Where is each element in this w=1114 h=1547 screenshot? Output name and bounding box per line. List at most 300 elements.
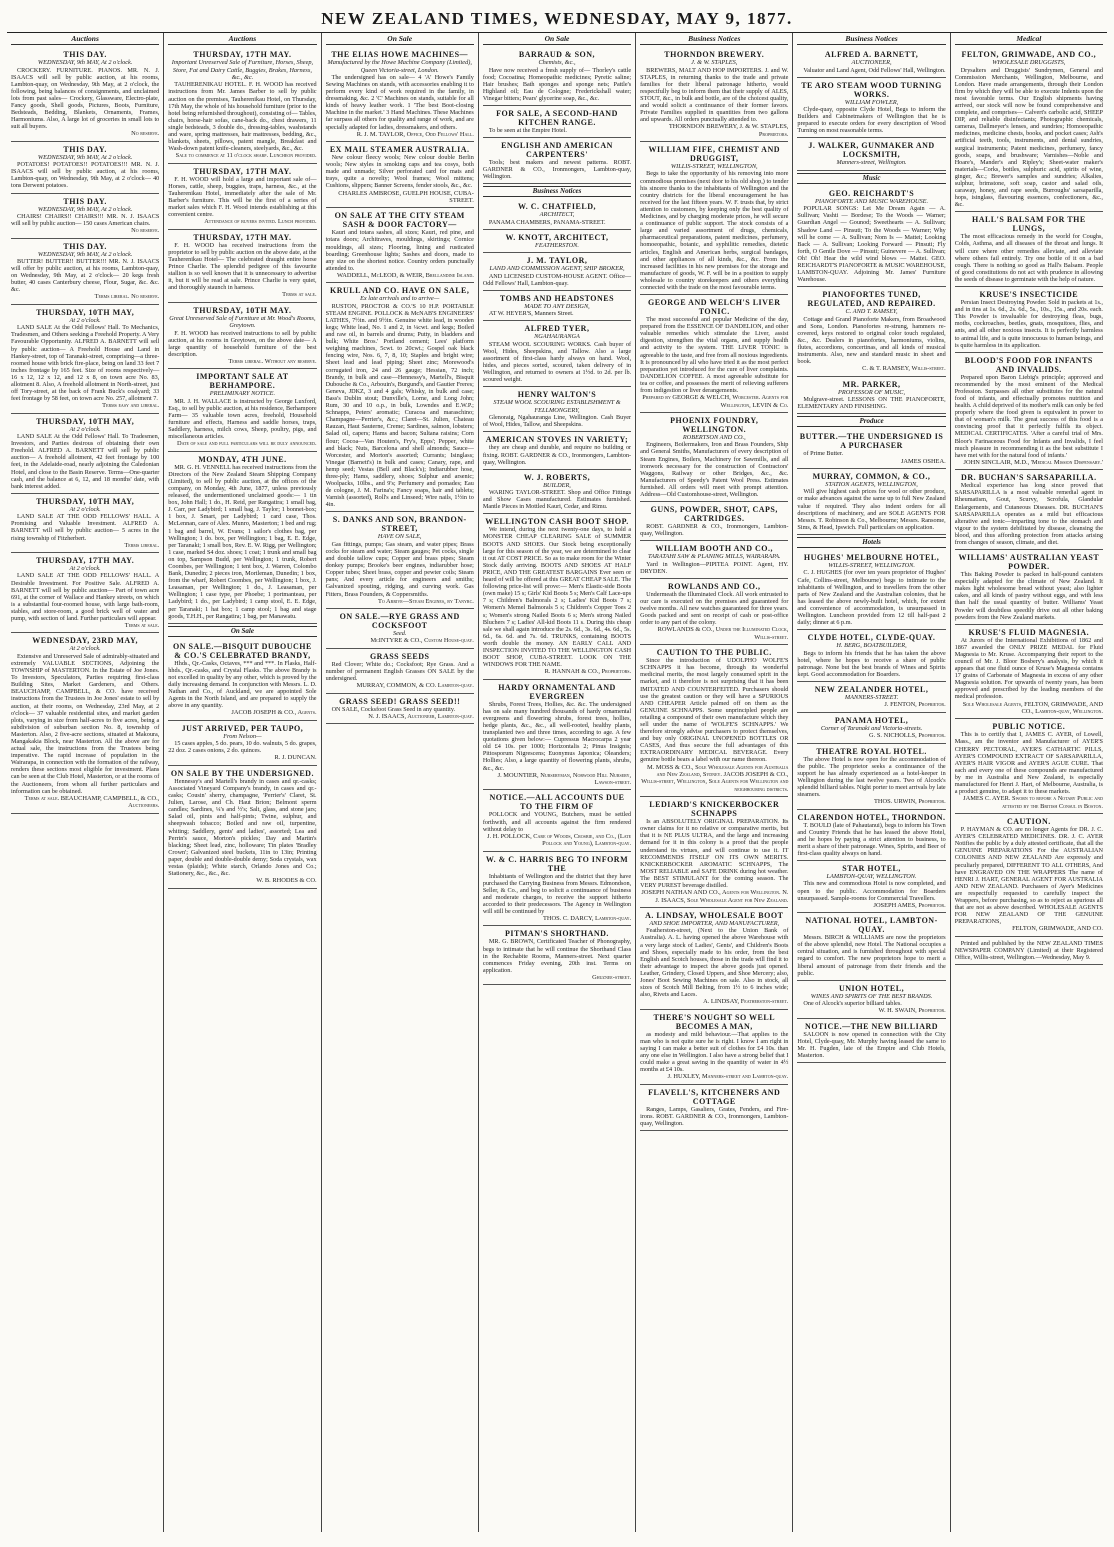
ad-title: ON SALE BY THE UNDERSIGNED. [170, 768, 314, 778]
column-4 [479, 33, 636, 1532]
advertisement [326, 694, 474, 725]
ad-body: P. HAYMAN & CO. are no longer Agents for DR. J. C. AYER'S CELEBRATED MEDICINES. DR. J. C. AYER Notifies the public by a duly attested certificate, that all the GENUINE PREPARATIONS For the AUSTRALIAN COLONIES AND NEW ZEALAND Are expressly and peculiarly prepared, DIFFERENT TO ALL OTHERS, And have ENGRAVED ON THE WRAPPERS The name of HENRI J. HART, GENERAL AGENT FOR AUSTRALIA AND NEW ZEALAND. Purchasers of Ayer's Medicines are respectfully requested to carefully inspect the Wrappers, before purchasing, so as to reject as spurious all that are not as above described. WHOLESALE AGENTS FOR NEW ZEALAND OF THE GENUINE PREPARATIONS, [954, 826, 1103, 926]
advertisement [326, 283, 474, 512]
ad-title: CLARENDON HOTEL, THORNDON. [797, 812, 946, 822]
advertisement [797, 78, 945, 139]
ad-subtitle: Seed. [392, 630, 407, 637]
advertisement [640, 502, 788, 541]
ad-signature: J. HUXLEY, Manners-street and Lambton-quay. [667, 1073, 789, 1081]
ad-title: THURSDAY, 17TH MAY. [36, 556, 135, 565]
ad-body: LAND SALE At the Odd Fellows' Hall. To Mechanics, Tradesmen, and Others seeking a Freehold Property. A Very Favourable Opportunity. ALFRED A. BARNETT will sell by public auction— A Freehold House and Land in Hankey-street, top of Taranaki-street, comprising—a three-roomed house with brick fire-place, being on land 33 feet 7 inches frontage by 165 feet. Size of rooms respectively—16 x 12, 12 x 12, and 12 x 8, on town acre No. 83, allotment 8. Also, A freehold allotment in North-street, just off Tory-street, at the back of Frank Buck's coalyard; 33 feet frontage by 58 feet, on town acre No. 257, allotment 7. [11, 324, 160, 403]
section-heading: Business Notices [483, 186, 631, 197]
ad-title: THEATRE ROYAL HOTEL. [816, 746, 927, 756]
ad-signature: THOS. URWIN, Proprietor. [874, 798, 946, 806]
ad-title: CAUTION. [1006, 817, 1051, 827]
ad-body: This Baking Powder is packed in half-pound canisters especially adapted for the climate of New Zealand. It makes light wholesome bread without yeast; also lighter cakes, and all kinds of pastry without eggs, and with less than half the usual quantity of butter. Williams' Yeast Powder will doubtless speedily drive out all other baking powders from the New Zealand markets. [954, 571, 1103, 621]
advertisement [640, 645, 788, 797]
ad-body: The undersigned has on sale— 4 'A' Howe's Family Sewing Machines on stands, with accessories enabling it to perform every kind of work required in the family, in dressmaking, &c. 2 'C' Machines on stands, suitable for all kinds of heavy leather work. 1 'The best Boot-closing Machine in the market.' 3 Hand Machines. These Machines far surpass all others for quality and range of work, and are specially adapted for ladies, dressmakers, and others. [325, 73, 474, 131]
advertisement [797, 682, 945, 713]
ad-signature: JOSEPH AMES, Proprietor. [873, 901, 946, 909]
ad-title: HUGHES' MELBOURNE HOTEL, [803, 553, 940, 563]
ad-title: GRASS SEEDS [369, 651, 430, 661]
ad-body: Prepared upon Baron Liebig's principle; approved and recommended by the most eminent of the Medical Profession. Surpasses all other substitutes for the natural food of infants, and effectually promotes nutrition and health. A child deprived of its mother's milk can only be fed properly where the food given is equivalent in power to that of woman's milk. The great success of this food is a convincing proof that it perfectly fulfils its object. MEDICAL CERTIFICATES. 'After a careful trial of Mrs. Bloor's Farinaceous Food for Infants and Invalids, I feel much pleasure in recommending it as the best substitute I have met with for the natural food of infants.' [954, 373, 1103, 459]
advertisement [955, 937, 1103, 965]
ad-title: HALL'S BALSAM FOR THE LUNGS, [971, 215, 1086, 234]
ad-title: ON SALE AT THE CITY STEAM SASH & DOOR FACTORY— [334, 211, 465, 230]
advertisement [483, 432, 631, 469]
ad-signature: ROWLANDS & CO., Under the Illuminated Clock, Willis-street. [657, 626, 789, 641]
ad-body: F. H. WOOD has received instructions from the proprietor to sell by public auction on the above date, at the Tauherenikau Hotel— The celebrated draught entire horse Prince Charlie. The splendid pedigree of this favourite stallion is so well known that it is unnecessary to advertise it, but it will be read at sale. Prince Charlie is very quiet, and thoroughly staunch in harness. [168, 241, 317, 292]
ad-body: ON SALE, Cocksfoot Grass Seed in any quantity. [331, 705, 456, 713]
ad-body: Mulgrave-street. LESSONS ON THE PIANOFORTE, ELEMENTARY AND FINISHING. [797, 396, 946, 411]
ad-body: Hennessy's and Martell's brandy in cases and qr.-casks; Associated Vineyard Company's brandy, in cases and qr.-casks; Cousin' sherry, champagne, 'Perrier's' Claret, St. Julien, Larose, and Ch. Haut Brion; Belmont sperm candles; Sardines, ¼'s and ½'s; Salt, glass, and stone jars; Salad oil, pints and half-pints; Twine, sulphur, and sheepwash tobacco; Boiled and raw oil, turpentine, whiting; Saddlery, gents' and ladies', assorted; Lea and Perrin's sauce, Morton's pickles; Day and Martin's blacking; Sheet lead, zinc, holloware; Tin plates 'Bradley Crown'; Galvanized steel buckets, 11in to 13in; Printing paper, double and double-double demy; Soda crystals, wax vestas (plaids); White starch, Orlando Jones and Co.; Stationery, &c., &c., &c. [168, 777, 317, 878]
ad-body: POPULAR SONGS: Let Me Dream Again — A. Sullivan; Vashti — Bordese; To the Woods — Warner; Guardian Angel — Gounod; Sweethearts — A. Sullivan; Shadow Land — Pinsuti; To the Woods — Warner; Why will he come — A. Sullivan; Nom Is — Mattei; Looking Back — A. Sullivan; Looking Forward — Pinsuti; Fly forth, O Gentle Dove — Pinsuti; Guinevere — A. Sullivan; Oh! Oh! Hear the wild wind blows — Mattei. GEO. REICHARDT'S PIANOFORTE & MUSIC WAREHOUSE, LAMBTON-QUAY. Adjoining Mr. James' Furniture Warehouse. [797, 205, 946, 284]
ad-body: Ranges, Lamps, Gasaliers, Grates, Fenders, and Fire-irons. ROBT. GARDNER & CO., Ironmongers, Lambton-quay, Wellington. [640, 1105, 789, 1127]
advertisement [483, 199, 631, 230]
section-heading: Hotels [797, 537, 945, 548]
ad-signature: Sale to commence at 11 o'clock sharp. Luncheon provided. [175, 152, 317, 160]
ad-title: BUTTER.—THE UNDERSIGNED IS A PURCHASER [799, 432, 944, 451]
ad-title: W. & C. HARRIS BEG TO INFORM THE [485, 854, 629, 873]
ad-title: THURSDAY, 10TH MAY, [36, 496, 135, 506]
ad-title: W. C. CHATFIELD, [517, 202, 596, 212]
ad-body: LAND SALE AT THE ODD FELLOWS' HALL. A Desirable Investment. For Positive Sale. ALFRED A. BARNETT will sell by public auction— Part of town acre 691, at the corner of Wallace and Hankey streets, on which is a substantial four-roomed house, with large bath-room, stables, and store-room, a good brick well of water and pump, with section of land. Further particulars will appear. [11, 572, 160, 622]
ad-body: MR. G. BROWN, Certificated Teacher of Phonography, begs to intimate that he will continue the Shorthand Class in the Rechabite Rooms, Manners-street. Next quarter commences Friday evening, 20th inst. Terms on application. [482, 938, 632, 974]
ad-title: CAUTION TO THE PUBLIC. [656, 648, 772, 658]
ad-signature: Sole Wholesale Agents, FELTON, GRIMWADE, AND CO., Lambton-quay, Wellington. [962, 700, 1103, 715]
ad-signature: Prepared by GEORGE & WELCH, Worcester. Agents for Wellington, LEVIN & Co. [642, 394, 789, 409]
ad-title: PUBLIC NOTICE. [992, 722, 1066, 732]
ad-subtitle: PIANOFORTE AND MUSIC WAREHOUSE. [814, 197, 929, 205]
ad-title: GEO. REICHARDT'S [828, 188, 915, 198]
ad-subtitle: From Nelson— [223, 732, 262, 740]
advertisement [797, 287, 945, 376]
ad-subtitle: HAVE ON SALE, [377, 533, 422, 541]
ad-subtitle: PRELIMINARY NOTICE. [209, 390, 276, 398]
ad-title: ALFRED TYER, [524, 324, 590, 334]
advertisement [797, 186, 945, 287]
ad-body: LAND SALE AT THE ODD FELLOWS' HALL. A Promising and Valuable Investment. ALFRED A. BARNETT will sell by public auction— 5 acres in the rising township of Fitzherbert. [11, 513, 160, 542]
advertisement [326, 208, 474, 283]
advertisement [640, 541, 788, 579]
ad-signature: MURRAY, COMMON, & CO. Lambton-quay. [356, 682, 474, 690]
ad-title: GEORGE AND WELCH'S LIVER TONIC. [647, 298, 781, 317]
advertisement [797, 47, 945, 78]
column-6 [793, 33, 950, 1532]
ad-signature: A. LINDSAY, Featherston-street. [703, 998, 789, 1006]
ad-body: AND LICENSED CUSTOM-HOUSE AGENT. Office—Odd Fellows' Hall, Lambton-quay. [482, 272, 632, 287]
ad-subtitle: NGAHAURANGA [534, 333, 580, 341]
ad-title: AMERICAN STOVES IN VARIETY; [485, 435, 629, 445]
advertisement [483, 852, 631, 927]
ad-title: NOTICE.—ALL ACCOUNTS DUE TO THE FIRM OF [489, 793, 625, 812]
ad-signature: WADDELL, McLEOD, & WEIR, Brellandine Island. [336, 271, 474, 279]
ad-body: TAUHERENIKAU HOTEL. F. H. WOOD has received instructions from Mr. James Barber to sell by public auction on the premises, Tauherenikau Hotel, on Thursday, 17th May, the whole of his household furniture (prior to the hotel being refurnished throughout), consisting of— Tables, chairs, horse-hair sofas, cane-back do., chest drawers, 11 single bedsteads, 3 double do., dressing-tables, washstands and ware, spring mattresses, hair mattresses, bedding, &c., blankets, sheets, pillows, patent mangle, Breakfast and Wash-down patent knife-cleaners, steelyards, &c., &c. [168, 81, 317, 153]
ad-title: ROWLANDS AND CO., [668, 581, 761, 591]
advertisement [797, 861, 945, 913]
ad-title: STAR HOTEL, [842, 864, 901, 874]
ad-subtitle: At 2 o'clock. [69, 645, 101, 653]
ad-subtitle: LAND AND COMMISSION AGENT, SHIP BROKER, [489, 265, 625, 273]
ad-body: Printed and published by the NEW ZEALAND TIMES NEWSPAPER COMPANY (Limited) at their Registered Office, Willis-street, Wellington.—Wednesday, May 9. [954, 939, 1103, 961]
advertisement [326, 47, 474, 142]
ad-signature: JOHN SINCLAIR, M.D., 'Medical Mission Dispensary.' [963, 458, 1103, 466]
ad-title: KRUSE'S INSECTICIDE [979, 290, 1079, 300]
ad-body: POLLOCK and YOUNG, Butchers, must be settled forthwith, and all accounts against the firm rendered without delay to [482, 811, 632, 833]
column-heading: Medical [955, 33, 1103, 45]
column-heading: Auctions [11, 33, 159, 45]
ad-subtitle: Chemists, &c., [538, 59, 576, 67]
ad-body: CROCKERY. FURNITURE. PIANOS. MR. N. J. ISAACS will sell by public auction, at his rooms, Lambton-quay, on Wednesday, 9th May, at 2 o'clock, the following, being balances of consignments, and unclaimed lots from past sales— Crockery, Glassware, Electro-plate, Fancy goods, Shell goods, Pictures, Boots, Furniture, Bedsteads, Bedding, Blankets, Ornaments, Frames, Harmoniums. Also, A large lot of groceries in small lots to suit all buyers. [11, 66, 160, 131]
ad-body: Hhds., Qr.-Casks, Octaves, *** and ***. In Flasks, Half-hhds., Qr.-casks, and Crystal Flasks. The above Brandy is not excelled in quality by any other, which is proved by the daily increasing demand. In conjunction with Messrs. L. D. Nathan and Co., of Auckland, we are appointed Sole Agents in the North Island, and are prepared to supply the above in any quantity. [168, 659, 317, 710]
ad-title: THIS DAY. [63, 196, 107, 206]
ad-subtitle: WEDNESDAY, 9th MAY, At 2 o'clock. [37, 205, 133, 213]
ad-title: FOR SALE, A SECOND-HAND KITCHEN RANGE. [496, 108, 618, 127]
advertisement [955, 550, 1103, 625]
ad-body: At Jurors of the International Exhibitions of 1862 and 1867 awarded the ONLY PRIZE MEDAL for Fluid Magnesia to Mr. Kruse. Accompanying their report to the council of Mr. J. Bloor Bosbery's analysis, by which it appears that one fluid ounce of Kruse's Magnesia contains 17 grains of Carbonate of Magnesia in excess of any other Magnesia solution. For upwards of twenty years, has been approved and prescribed by the leading members of the medical profession. [954, 636, 1103, 701]
ad-body: F. H. WOOD has received instructions to sell by public auction, at his rooms in Greytown, on the above date— A large quantity of household furniture of the best description. [168, 329, 317, 358]
advertisement [11, 305, 159, 414]
ad-title: DR. BUCHAN'S SARSAPARILLA. [961, 473, 1097, 483]
ad-body: T. BOULD (late of Pahautanui), begs to inform his Town and Country Friends that he has leased the above Hotel, and he hopes by paying a strict attention to business, to merit a share of their patronage. Wines, Spirits, and Beer of first-class quality always on hand. [797, 821, 946, 857]
ad-subtitle: H. BERG, BOATBUILDER, [836, 642, 907, 650]
ad-title: CLYDE HOTEL, CLYDE-QUAY. [807, 633, 936, 643]
ad-body: PANAMA CHAMBERS, PANAMA-STREET. [488, 218, 606, 226]
ad-body: Medical experience has long since proved that SARSAPARILLA is a most valuable remedial agent in Rheumatism, Gout, Scurvy, Scrofula, Glandular Enlargements, and Cutaneous Diseases. DR. BUCHAN'S SARSAPARILLA operates as a mild but efficacious alterative and tonic—imparting tone to the stomach and vigour to the system debilitated by disease, cleansing the blood, and thus affording protection from attacks arising from changes of season, climate, and diet. [954, 482, 1103, 546]
ad-subtitle: Manners-street, Wellington. [836, 159, 907, 167]
ad-body: CHAIRS! CHAIRS!! CHAIRS!!! MR. N. J. ISAACS will sell by public auction— 150 cases American chairs. [11, 212, 160, 228]
ad-signature: Terms at sale. BEAUCHAMP, CAMPBELL, & CO., Auctioneers. [24, 794, 160, 810]
ad-body: they are cheap and durable, and require no building or fixing. ROBT. GARDNER & CO., Ironmongers, Lambton-quay, Wellington. [482, 444, 632, 466]
ad-signature: FELTON, GRIMWADE, AND CO. [1012, 925, 1103, 933]
ad-body: of Prime Butter. [803, 450, 844, 458]
advertisement [797, 550, 945, 630]
ad-title: EX MAIL STEAMER AUSTRALIA. [329, 145, 470, 155]
ad-body: Is an ABSOLUTELY ORIGINAL PREPARATION. Its owner claims for it no relative or comparative merits, but that it is NE PLUS ULTRA, and the large and increasing demand for it in this colony is a proof that the people understand its virtues, and will continue to use it. IT RECOMMENDS ITSELF ON ITS OWN MERITS. KNICKERBOCKER AROMATIC SCHNAPPS, The MOST RELIABLE and SAFE DRINK during hot weather. The BEST STIMULANT for the coming season. The VERY PUREST beverage distilled. [640, 818, 789, 889]
column-2 [164, 33, 321, 1532]
ad-title: THURSDAY, 17TH MAY. [193, 50, 292, 60]
ad-title: WILLIAM BOOTH AND CO., [655, 544, 773, 554]
ad-subtitle: Ex late arrivals and to arrive— [360, 295, 440, 303]
column-3 [322, 33, 479, 1532]
ad-body: SALOON is now opened in connection with the City Hotel, Clyde-quay, Mr. Murphy having leased the same to Mr. H. Fugden, late of the Empire and Club Hotels, Masterton. [797, 1030, 946, 1059]
ad-subtitle: WILLIS-STREET, WELLINGTON, [670, 163, 758, 171]
advertisement [955, 47, 1103, 212]
ad-title: W. J. ROBERTS, [523, 472, 591, 482]
advertisement [326, 512, 474, 609]
ad-body: C. J. HUGHES (for over ten years proprietor of Hughes' Cafe, Collins-street, Melbourne) begs to intimate to the inhabitants of Wellington, and to travellers from the other parts of New Zealand and the Australian colonies, that he has leased the above newly-built hotel, which, for extent and convenience of accommodation, is unsurpassed in Wellington. Luncheon provided from 12 till half-past 2 daily; dinner at 6 p.m. [797, 569, 946, 627]
section-heading: Produce [797, 416, 945, 427]
ad-title: WELLINGTON CASH BOOT SHOP. [485, 517, 629, 527]
ad-body: Will give highest cash prices for wool or other produce, or make advances against the same up to full New Zealand value if required. They also indent orders for all descriptions of machinery, and are SOLE AGENTS FOR Messrs. T. Robinson & Co., Melbourne; Messrs. Ransome, Sims, & Head, Ipswich. Full particulars on application. [797, 488, 946, 531]
advertisement [326, 142, 474, 208]
ad-subtitle: FEATHERSTON. [535, 241, 579, 249]
advertisement [168, 230, 316, 303]
ad-signature: No reserve. [131, 130, 160, 138]
ad-body: To be seen at the Empire Hotel. [488, 126, 567, 134]
ad-subtitle: At 2 o'clock. [69, 565, 101, 572]
ad-subtitle: WEDNESDAY, 9th MAY, At 2 o'clock. [37, 59, 133, 67]
ad-title: WILLIAMS' AUSTRALIAN YEAST POWDER. [958, 553, 1100, 572]
ad-title: THORNDON BREWERY. [664, 50, 765, 60]
ad-signature: C. & T. RAMSEY, Willis-street. [862, 365, 946, 373]
advertisement [955, 719, 1103, 814]
ad-signature: JOSEPH NATHAN AND CO., Agents for Wellington. N. J. ISAACS, Sole Wholesale Agent for New Zealand. [641, 889, 789, 904]
advertisement [797, 810, 945, 861]
ad-title: ON SALE.—RYE GRASS AND COCKSFOOT [339, 612, 460, 630]
advertisement [168, 303, 316, 370]
ad-signature: Ghuznee-street. [592, 973, 632, 981]
ad-body: Gas fittings, pumps; Gas steam, and water pipes; Brass cocks for steam and water; Steam gauges; Pet cocks, single and double tallow cups; Copper and brass pipes; Steam donkey pumps; Brooke's beer engines, indiarubber hose; Copper tubes; Sheet brass, copper and pewter coils; Steam pans; And every article for engineers and smiths; Galvanized spouting, ridging, and curving work. Gas Fitters, Brass Founders, & Coppersmiths. [325, 540, 474, 598]
ad-signature: M. MOSS & CO., Sole Wholesale Agents for Australia and New Zealand, Sydney. JACOB JOSEPH & CO., Willis-street, Wellington, Sole Agents for Wellington and neighbouring districts. [641, 763, 789, 793]
ad-body: LAND SALE At the Odd Fellows' Hall. To Tradesmen, Investors, and Parties desirous of obtaining their own Freehold. ALFRED A. BARNETT will sell by public auction— A freehold allotment, 42 feet frontage by 100 feet, in the Adelaide-road, nearly adjoining the Caledonian Hotel, and close to the Basin Reserve. Terms—One-quarter cash, and the balance at 6, 12, and 18 months' date, with bank interest added. [11, 433, 160, 490]
ad-signature: Terms easy and liberal. [102, 402, 160, 410]
advertisement [797, 981, 945, 1019]
advertisement [11, 47, 159, 142]
ad-title: HENRY WALTON'S [517, 390, 597, 400]
advertisement [483, 138, 631, 184]
advertisement [797, 630, 945, 682]
ad-body: Featherston-street, (Next to the Union Bank of Australia). A. L. having opened the above Warehouse with a very large stock of Ladies', Gents', and Children's Boots and Shoes, especially made to his order, from the best English and Scotch houses, those in the trade will find it to their advantage to inspect the above goods just opened. Leather, Grindery, Closed Uppers, and Shoe Mercery; also, Jones' Boot Sewing Machines on sale. Also in stock, all sizes of Scotch Mill Belting, from 1½ to 6 inches wide; also, Rivets and Laces. [640, 927, 789, 999]
ad-body: STEAM WOOL SCOURING WORKS. Cash buyer of Wool, Hides, Sheepskins, and Tallow. Also a large assortment of first-class hardy always on hand. Wool, hides, and pieces sorted, scoured, taken delivery of in Wellington, and returned to owners at 1½d. to 2d. per lb. scoured weight. [482, 340, 632, 384]
ad-body: AT W. HEYER'S, Manners Street. [488, 310, 574, 318]
column-heading: Business Notices [640, 33, 788, 45]
advertisement [640, 797, 788, 908]
ad-title: MURRAY, COMMON, & CO., [812, 471, 931, 481]
ad-title: NATIONAL HOTEL, LAMBTON-QUAY. [805, 916, 938, 935]
ad-title: GUNS, POWDER, SHOT, CAPS, CARTRIDGES. [650, 505, 778, 524]
ad-title: ON SALE.—BISQUIT DUBOUCHE & CO.'S CELEBRATED BRANDY, [173, 641, 312, 660]
ad-signature: J. FENTON, Proprietor. [884, 701, 946, 709]
ad-title: THERE'S NOUGHT SO WELL BECOMES A MAN, [653, 1012, 776, 1031]
ad-title: PITMAN'S SHORTHAND. [505, 929, 609, 939]
ad-signature: N. J. ISAACS, Auctioneer, Lambton-quay. [368, 712, 474, 720]
ad-signature: W. B. RHODES & CO. [256, 877, 317, 885]
ad-subtitle: PROFESSOR OF MUSIC, [838, 388, 906, 396]
ad-signature: JAMES C. AYER. Sworn to before a Notary Public and attested by the British Consul in Boston. [963, 795, 1103, 810]
ad-signature: R. HANNAH & CO., Proprietors. [544, 668, 632, 676]
masthead: NEW ZEALAND TIMES, WEDNESDAY, MAY 9, 1877. [7, 6, 1107, 33]
advertisement [11, 553, 159, 633]
advertisement [955, 625, 1103, 720]
ad-body: Drysalters and Druggists' Sundrymen, General and Commission Merchants, Wellington, Melbourne, and London. Have made arrangements, through their London firm by which they will be able to execute Indents upon the most favorable terms. Our English shipments having arrived, our stock will now be found comprehensive and complete, and comprises— Calvert's carbolic acid, SHEEP DIP, and reliable disinfectants; Photographic chemicals, cameras, Dallmeyer's lenses, and sundries; Homoeopathic medicines, medicine chests, books, and pocket cases; Ash's artificial teeth, tools, instruments, and dental sundries, surgical instruments; Patent medicines, perfumery, fancy goods, soaps, and brushware; Varnishes—Noble and Hoare's, Mander's and Ripley's; Sheet-water maker's materials—Corks, bottles, sulphuric acid, spirits of wine, ginger, &c.; Brewer's samples and sundries; Alkalies, sulphur, brimstone, soft soap, castor and salad oils, caraway, honey, and rape seeds, Burroughs' sarsaparilla, hops, isinglass, flavouring essences, confectioners, &c., &c. [954, 66, 1103, 209]
ad-subtitle: AND SHOE IMPORTER, AND MANUFACTURER, [649, 919, 780, 927]
ad-signature: THORNDON BREWERY, J. & W. STAPLES, Proprietors. [668, 123, 789, 138]
ad-signature: Date of sale and full particulars will be duly announced. [176, 440, 317, 448]
ad-signature: Terms at sale. [124, 622, 160, 630]
ad-body: This is to certify that I, JAMES C. AYER, of Lowell, Mass., am the inventor and Manufacturer of AYER'S CHERRY PECTORAL, AYER'S CATHARTIC PILLS, AYER'S COMPOUND EXTRACT OF SARSAPARILLA, AYER'S HAIR VIGOR and AYER'S AGUE CURE. That each and every one of these compounds are manufactured by me in Australia and New Zealand, is especially manufactured for Henri J. Hart, of Melbourne, Australia, is a product genuine, to adapt it to these markets. [954, 731, 1103, 796]
ad-body: Red Clover; White do.; Cocksfoot; Rye Grass. And a number of permanent English Grasses ON SALE by the undersigned. [325, 660, 474, 682]
ad-body: Tools; best makers and newest patterns. ROBT. GARDNER & CO., Ironmongers, Lambton-quay, Wellington. [482, 159, 632, 181]
advertisement [483, 680, 631, 791]
ad-subtitle: WEDNESDAY, 9th MAY, At 2 o'clock. [37, 250, 133, 258]
ad-body: Engineers, Boilermakers, Iron and Brass Founders, Ship and General Smiths, Manufacturers of every description of Steam Engines, Boilers, Machinery for Sawmills, and all ironwork necessary for the construction of Contractors' Waggons, Railway or other Bridges, &c., &c. Manufacturers of Speedy's Patent Wool Press. Estimates furnished. All orders will meet with prompt attention. Address—Old Customhouse-street, Wellington. [640, 441, 789, 498]
advertisement [483, 321, 631, 387]
advertisement [168, 639, 316, 721]
advertisement [326, 649, 474, 694]
advertisement [797, 1019, 945, 1063]
advertisement [640, 413, 788, 502]
section-heading: Music [797, 173, 945, 184]
advertisement [955, 353, 1103, 471]
ad-body: Inhabitants of Wellington and the district that they have purchased the Carrying Business from Messrs. Edmondson, Seller, & Co., and beg to solicit a continuance of business and moderate charges, to receive the support hitherto accorded to their predecessors. The Agency in Wellington will still be continued by [482, 872, 632, 915]
ad-signature: Terms at sale. [282, 291, 317, 299]
ad-title: PHOENIX FOUNDRY, WELLINGTON. [670, 415, 759, 434]
advertisement [797, 913, 945, 981]
ad-title: W. KNOTT, ARCHITECT, [505, 232, 609, 242]
ad-body: Persian Insect Destroying Powder. Sold in packets at 1s., and in tins at 1s. 6d., 2s. 6d., 5s., 10s., 15s., and 20s. each. This Powder is invaluable for destroying fleas, bugs, moths, cockroaches, beetles, gnats, mosquitoes, flies, and ants, and all other noxious insects. It is perfectly harmless to animal life, and is quite innocuous to human beings, and is quite harmless in its application. [954, 299, 1103, 349]
ad-title: NOTICE.—THE NEW BILLIARD [805, 1021, 939, 1031]
ad-signature: JAMES OSHEA. [900, 457, 946, 465]
advertisement [326, 609, 474, 649]
ad-title: J. WALKER, GUNMAKER AND LOCKSMITH, [808, 141, 935, 160]
ad-subtitle: At 2 o'clock. [69, 316, 101, 324]
ad-body: RUSTON, PROCTOR & CO.'S 10 H.P. PORTABLE STEAM ENGINE. POLLOCK & McNAB'S ENGINEERS' LATHES, 7½in. and 9½in. Genuine white lead, in wooden kegs; White lead, No. 1 and 2, in ¼cwt. and kegs; Boiled and raw oil, in barrels and drums; Putty, in bladders and bulk; White Bros.' Portland cement; Lees' platform weighing machines, 5cwt. to 20cwt.; Gospel oak black fencing wire, Nos. 6, 7, 8, 10; Staples and bright wire; Sheet lead and lead piping; Sheet zinc; Morewood's corrugated iron, 24 and 26 gauge; Hessian, 72 inch; Brandy, in bulk and case—Hennessy's, Martell's, Bisquit Dubouche & Co., Arbouin's, Burgund's, and Gautier Freres; Geneva, JDKZ, 3 and 4 gals; Whisky, in bulk and case; Bass's Dublin stout; Dunville's, Lorne, and Long John; Rum, 30 and 10 o.p., in bulk, Lowndes and E.W.P.; Schnapps, Peters' aromatic; Curacoa and maraschino; Champagne—Perrier's, &c.; Claret—St. Julien, Chateau Rauzan, Haut Sauterne, Creme; Sardines, salmon, lobsters; Salad oil, capers; Hams and bacon; Sultana raisins; Corn flour; Cocoa—Van Houten's, Fry's, Epps'; Pepper, white and black; Nuts, Barcelona and shell almonds; Sauce—Worcester, and Morton's assorted; Currants; Isinglass; Vinegar (Barnett's) in bulk and cases; Canary, rape, and hemp seed; Vestas (Bell and Black's); Indiarubber hose, three-ply; Hams, saddlery, shoes; Sulphur and arsenic; Woolpacks, 10lbs., and 9's; Perfumery and pomades; Eau de cologne, J. M. Farina's; Fancy soaps, hair and tablets; Varnish (assorted), Roll's and Linseed; Wire nails, 1½in to 4in. [325, 302, 474, 509]
ad-body: Begs to take the opportunity of his removing into more commodious premises (next door to his old shop,) to tender his sincere thanks to the inhabitants of Wellington and the country districts for the liberal encouragement he has received for the last fifteen years. W. F. trusts that, by strict attention to customers, by keeping only the best quality of Medicines, and by charging moderate prices, he will secure a continuance of public support. The stock consists of a large and varied assortment of drugs, chemicals, pharmaceutical preparations, patent medicines, perfumery, homoeopathic, botanic, and syphilitic remedies, dietetic articles, English and American herbs, surgical bandages, and other appliances of all kinds, &c., &c. From the increased facilities in his new premises for the storage and manufacture of goods, W. F. will be in a position to supply wholesale to country storekeepers and others everything connected with the trade on the most favourable terms. [640, 170, 789, 291]
ad-body: Begs to inform his friends that he has taken the above hotel, where he hopes to receive a share of public patronage. None but the best brands of Wines and Spirits kept. Good accommodation for Boarders. [797, 649, 946, 678]
advertisement [640, 142, 788, 295]
advertisement [797, 429, 945, 469]
ad-title: THE ELIAS HOWE MACHINES— [331, 50, 469, 60]
ad-subtitle: BUILDER, [543, 481, 571, 489]
ad-title: PANAMA HOTEL, [834, 715, 909, 725]
ad-subtitle: MANNERS-STREET. [844, 693, 899, 701]
ad-body: Since the introduction of UDOLPHO WOLFE'S SCHNAPPS it has become, through its wonderful medicinal merits, the most largely consumed spirit in the market, and it therefore is not surprising that it has been IMITATED AND COUNTERFEITED. Purchasers should use the greatest caution or they will have a SPURIOUS AND CHEAPER Article palmed off on them as the GENUINE SCHNAPPS. Some unprincipled people are retailing a compound of their own manufacture which they sell under the name of 'WOLFE'S SCHNAPPS.' We therefore strongly advise purchasers to protect themselves, and buy only ORIGINAL UNOPENED BOTTLES OR CASES, And thus secure the full advantages of this EXTRAORDINARY MEDICAL BEVERAGE. Every genuine bottle bears a label with our name thereon. [640, 657, 789, 764]
ad-body: Shrubs, Forest Trees, Hollies, &c. &c. The undersigned has on sale many hundred thousands of hardy ornamental evergreens and flowering shrubs, forest trees, hollies, hedge plants, &c., &c., all well-rooted, healthy plants, transplanted two and three times, according to age. A few quotations given below:— Cupressus Macrocarpa 2 year old £4 10s. per 1000; Horizontalis 2; Pinus Insignis; Pittosporum Nigrescens; Euonymus Japonica; Oleanders; Hollies; Also, a large quantity of flowering plants, shrubs, &c., &c. [482, 700, 632, 772]
column-heading: On Sale [483, 33, 631, 45]
ad-title: LEDIARD'S KNICKERBOCKER SCHNAPPS [649, 800, 780, 819]
advertisement [955, 814, 1103, 937]
ad-body: as modesty and mild behaviour.—That applies to the man who is not quite sure he is right. I know I am right in saying I can make a better suit of clothes for £4 10s. than any one else in Wellington. I also have a strong belief that I could make a great saving in the quantity of water in 4½ months at £4 10s. [640, 1030, 789, 1074]
ad-signature: R. J. DUNCAN. [274, 754, 317, 762]
advertisement [797, 138, 945, 170]
ad-title: BARRAUD & SON, [518, 50, 596, 60]
ad-body: MR. J. H. WALLACE is instructed by George Luxford, Esq., to sell by public auction, at his residence, Berhampore Farm— 35 valuable town acres, freehold, Household furniture and effects, Harness and saddle horses, traps, Saddlery, harness, milch cows, Sheep, poultry, pigs, and miscellaneous articles. [168, 397, 317, 441]
advertisement [168, 369, 316, 451]
ad-title: TE ARO STEAM WOOD TURNING WORKS. [801, 80, 942, 99]
ad-subtitle: STEAM WOOL SCOURING ESTABLISHMENT & FELLMONGERY, [493, 399, 621, 414]
advertisement [640, 1085, 788, 1131]
ad-title: MONDAY, 4TH JUNE. [198, 454, 287, 464]
ad-body: MR. G. H. VENNELL has received instructions from the Directors of the New Zealand Steam Shipping Company (Limited), to sell by public auction, at the offices of the company, on Monday, 4th June, 1877, unless previously released, the undermentioned unclaimed goods:— 1 tin box, John Hall; 1 do., H. Reid, per Rangatira; 1 small bag, J. Carr, per Ladybird; 1 small bag, J. Taylor; 1 bonnet-box; 1 box, J. Smart, per Ladybird; 1 card case, Thos. McLennan, care of Alex. Munro, Masterton; 1 bed and rug; 1 bag and barrel, W. Evans; 1 sailor's clothes bag, per Wellington; 1 do. box, per Wellington; 1 bag, E. E. Edge, per Taranaki; 1 small box, Rev. E. W. Rigg, per Wellington; 1 case, marked S4 doz. shoes; 1 coat; 1 trunk and small bag on top, Sampson Budd, per Wellington; 1 trunk, Robert Coombes, per Wellington; 1 tent box, J. Warren, Colombo Bank, Dunedin; 2 pieces iron, Mortleman, Dunedin; 1 box, from the wharf, Robert Coombes, per Wellington; 1 box, J. Leasaman, per Wellington; 1 do., J. Leasaman, per Wellington; 1 case type, per Phoebe; 1 portmanteau, per Ladybird; 1 do., per Ladybird; 1 camp stool, E. E. Edge, per Taranaki; 1 hat box; 1 camp stool; 1 bag and stage goods, T.H.H., per Rangatira; 1 bag, per Manawatu. [168, 463, 317, 620]
ad-body: F. H. WOOD will hold a large and important sale of— Horses, cattle, sheep, buggies, traps, harness, &c., at the Tauherenikau Hotel, immediately after the sale of Mr. Barber's furniture. This will be the first of a series of market sales which F. H. Wood intends establishing at this convenient centre. [168, 175, 317, 219]
ad-subtitle: MADE TO ANY DESIGN, [524, 302, 590, 310]
ad-subtitle: J. & W. STAPLES, [691, 59, 738, 67]
ad-title: THURSDAY, 10TH MAY, [36, 416, 135, 426]
ad-subtitle: WEDNESDAY, 9th MAY, At 2 o'clock. [37, 153, 133, 161]
ad-title: THURSDAY, 10TH MAY, [36, 307, 135, 317]
ad-signature: Attendance of buyers invited. Lunch provided. [204, 218, 317, 226]
advertisement [483, 106, 631, 138]
ad-title: HARDY ORNAMENTAL AND EVERGREEN [498, 682, 616, 701]
ad-body: Valuator and Land Agent, Odd Fellows' Hall, Wellington. [803, 66, 946, 74]
advertisement [797, 377, 945, 415]
advertisement [640, 579, 788, 645]
section-heading: On Sale [168, 626, 316, 637]
ad-title: S. DANKS AND SON, BRANDON-STREET, [332, 515, 467, 534]
advertisement [168, 47, 316, 164]
ad-title: BLOOD'S FOOD FOR INFANTS AND INVALIDS. [964, 355, 1093, 374]
ad-title: THIS DAY. [63, 241, 107, 251]
ad-title: KRUSE'S FLUID MAGNESIA. [968, 627, 1090, 637]
advertisement [797, 744, 945, 810]
ad-subtitle: Corner of Taranaki and Victoria-streets. [820, 724, 923, 732]
advertisement [640, 295, 788, 413]
ad-title: A. LINDSAY, WHOLESALE BOOT [645, 910, 784, 920]
ad-body: Cottage and Grand Pianoforte Makers, from Broadwood and Sons, London. Pianofortes re-strung, hammers re-covered, keys restored to original color touch regulated, &c., &c. Dealers in pianofortes, harmoniums, violins, flutes, accordions, concertinas, and all kinds of musical instruments. Also, new and standard music in sheet and book. [797, 315, 946, 366]
advertisement [11, 494, 159, 553]
ad-body: Messrs. BIRCH & WILLIAMS are now the proprietors of the above splendid, new Hotel. The National occupies a central situation, and is furnished throughout with special regard to comfort. The new proprietors hope to merit a liberal amount of patronage from their friends and the public. [797, 934, 946, 977]
advertisement [483, 470, 631, 515]
advertisement [483, 387, 631, 432]
ad-body: The above Hotel is now open for the accommodation of the public. The proprietor seeks a continuance of the support he has already experienced as a hotel-keeper in Wellington during the last twelve years. Two of Alcock's splendid billiard tables. Night porter to meet arrivals by late steamers. [797, 755, 946, 799]
ad-title: THURSDAY, 17TH MAY. [193, 166, 292, 176]
ad-subtitle: Manufactured by the Howe Machine Company (Limited), Queen Victoria-street, London. [327, 59, 472, 74]
advertisement [640, 908, 788, 1010]
ad-title: WILLIAM FIFE, CHEMIST AND DRUGGIST, [648, 145, 780, 164]
advertisement [797, 469, 945, 535]
advertisement [483, 253, 631, 291]
ad-body: New colour fleecy wools; New colour double Berlin wools; New styles in smoking caps and tea cosys, both made and unmade; Silver perforated card for mats and trays, quite a novelty; Wool frames; Wool mittens; Cushions, slippers; Banner Screens, fender stools, &c., &c. [325, 154, 474, 190]
ad-body: The most successful and popular Medicine of the day, prepared from the ESSENCE OF DANDELION, and other valuable remedies which stimulate the Liver, assist digestion, strengthen the vital organs, and supply health and activity to the system. THE LIVER TONIC is agreeable to the taste, and free from all noxious ingredients. It is pronounced by all who have tried it as the most perfect preparation yet introduced for the cure of liver complaints. DANDELION COFFEE. A most agreeable substitute for tea or coffee, and possesses the merit of relieving sufferers from indigestion or liver derangements. [640, 316, 789, 394]
ad-signature: J. MOUNTIER, Nurseryman, Norwood Hill Nursery, Lawson-street. [497, 771, 632, 786]
ad-title: MR. PARKER, [842, 379, 901, 389]
ad-signature: Terms liberal. [124, 541, 160, 549]
ad-subtitle: LAMBTON-QUAY, WELLINGTON. [826, 873, 917, 881]
newspaper-page [7, 6, 1107, 1535]
ad-title: ALFRED A. BARNETT, [824, 50, 919, 60]
advertisement [168, 164, 316, 230]
ad-subtitle: ARCHITECT, [539, 211, 575, 219]
ad-title: GRASS SEED! GRASS SEED!! [339, 696, 461, 706]
ad-body: Kauri and totara sashes, all sizes; Kauri, red pine, and totara doors; Architraves, mouldings, skirtings; Cornice mouldings, all sizes; Flooring, lining and rusticated boarding; Greenhouse lights; Sashes and doors, made to any size on the shortest notice. Country orders punctually attended to. [325, 229, 474, 272]
ad-signature: McINTYRE & CO., Custom House-quay. [370, 637, 474, 645]
ad-subtitle: Important Unreserved Sale of Furniture, Horses, Sheep, Store, Fat and Dairy Cattle, Buggies, Brakes, Harness, &c., &c. [171, 59, 314, 81]
advertisement [483, 926, 631, 985]
advertisement [11, 239, 159, 305]
ad-title: THIS DAY. [63, 50, 107, 60]
ad-title: THURSDAY, 17TH MAY. [193, 232, 292, 242]
ad-subtitle: ROBERTSON AND CO., [682, 433, 746, 441]
ad-title: IMPORTANT SALE AT BERHAMPORE. [196, 372, 289, 391]
ad-title: ENGLISH AND AMERICAN CARPENTERS' [501, 141, 613, 160]
ad-signature: JACOB JOSEPH & CO., Agents. [231, 709, 317, 717]
ad-body: ROBT. GARDNER & CO., Ironmongers, Lambton-quay, Wellington. [640, 523, 789, 538]
ad-subtitle: TARATAHI SAW & PLANING MILLS, WAIRARAPA. [647, 553, 781, 561]
column-heading: On Sale [326, 33, 474, 45]
column-heading: Business Notices [797, 33, 945, 45]
ad-body: WARING TAYLOR-STREET. Shop and Office Fittings and Show Cases manufactured. Estimates furnished. Mantle Pieces in Mottled Kauri, Cedar, and Rimu. [482, 489, 632, 511]
ad-body: We intend, during the next twenty-one days, to hold a MONSTER CHEAP CLEARING SALE of SUMMER BOOTS AND SHOES. Our Stock being exceptionally large for this season of the year, we are determined to clear it out AT COST PRICE. So as to make room for the Winter Stock daily arriving. BOOTS AND SHOES AT HALF PRICE, AND THE GREATEST BARGAINS Ever seen or heard of will be offered at this GREAT CHEAP SALE. The following price-list will prove:— Men's Elastic-side Boots (own make) 15 s; Girls' Kid Boots 5 s; Men's Calf Lace-ups 7 s; Children's Balmorals 2 s; Ladies' Kid Boots 7 s; Women's Memel Balmorals 5 s; Children's Copper Toes 2 s; Women's strong Nailed Boots 6 s; Men's strong Nailed Bluchers 7 s; Ladies' All-kid Boots 11 s. During this cheap sale we shall again introduce the 2s. 6d., 3s. 6d., 4s. 6d., 5s. 6d., 6s. 6d. and 7s. 6d. TRUNKS, containing BOOTS worth double the money. AN EARLY CALL AND INSPECTION INVITED TO THE WELLINGTON CASH BOOT SHOP, CUBA-STREET. LOOK ON THE WINDOWS FOR THE NAME. [482, 526, 632, 669]
column-heading: Auctions [168, 33, 316, 45]
ad-title: NEW ZEALANDER HOTEL, [814, 684, 929, 694]
advertisement [955, 212, 1103, 287]
ad-signature: To Arrive—Steam Engines, by Tanyrc. [378, 597, 474, 605]
ad-subtitle: WILLIAM FOWLER, [844, 98, 899, 106]
ad-title: TOMBS AND HEADSTONES [499, 293, 615, 303]
ad-subtitle: STATION AGENTS, WELLINGTON, [825, 480, 918, 488]
advertisement [483, 790, 631, 851]
advertisement [483, 514, 631, 679]
ad-signature: No reserve. [131, 227, 160, 235]
advertisement [11, 194, 159, 239]
advertisement [640, 47, 788, 142]
ad-body: BUTTER! BUTTER!! BUTTER!!! MR. N. J. ISAACS will offer by public auction, at his rooms, Lambton-quay, on Wednesday, 9th May, at 2 o'clock— 20 kegs fresh butter, 40 cases Canterbury cheese, Flour, Sugar, &c. &c. &c. [11, 257, 160, 294]
ad-subtitle: AUCTIONEER, [851, 59, 892, 67]
column-7 [951, 33, 1107, 1532]
ad-subtitle: Great Unreserved Sale of Furniture at Mr. Wood's Rooms, Greytown. [169, 314, 316, 330]
ad-signature: THOS. C. DARCY, Lambton-quay. [542, 915, 632, 923]
